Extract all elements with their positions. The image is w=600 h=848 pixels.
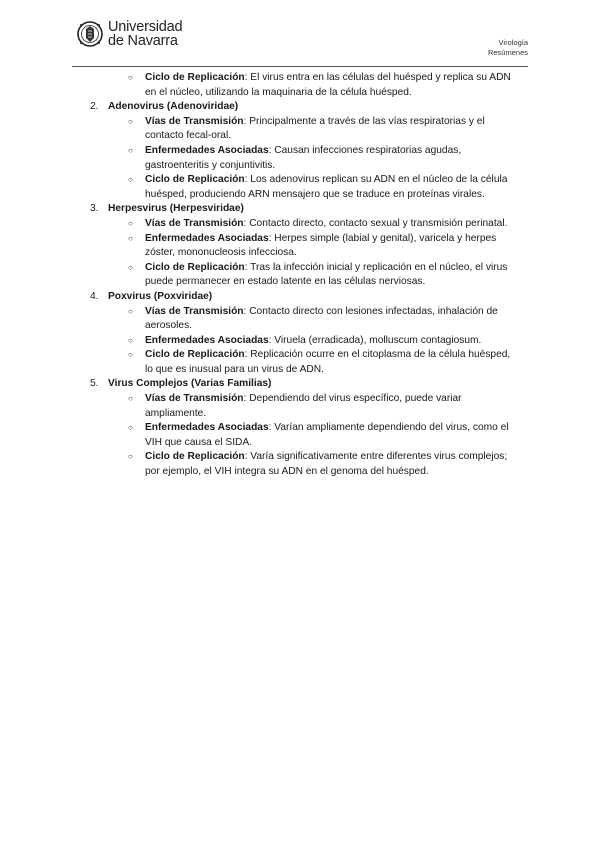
list-item	[0, 392, 600, 421]
hollow-bullet-icon: ○	[128, 175, 133, 185]
item-term: Ciclo de Replicación	[145, 451, 245, 463]
item-term: Ciclo de Replicación	[145, 261, 245, 273]
document-body	[0, 71, 600, 480]
list-item	[0, 261, 600, 290]
hollow-bullet-icon: ○	[128, 233, 133, 243]
item-text: : Varía significativamente entre diferentes virus complejos; por ejemplo, el VIH integra su ADN en el genoma del huésped.	[145, 451, 508, 478]
hollow-bullet-icon: ○	[128, 306, 133, 316]
item-text: : El virus entra en las células del huésped y replica su ADN en el núcleo, utilizando la maquinaria de la célula huésped.	[145, 72, 511, 98]
section-heading	[0, 290, 600, 305]
list-item	[0, 144, 600, 173]
hollow-bullet-icon: ○	[128, 145, 133, 155]
section-heading	[0, 202, 600, 217]
item-text: : Replicación ocurre en el citoplasma de la célula huésped, lo que es inusual para un virus de ADN.	[145, 349, 511, 375]
list-item	[0, 348, 600, 377]
list-item	[0, 217, 600, 232]
item-term: Enfermedades Asociadas	[145, 334, 269, 346]
item-term: Vías de Transmisión	[145, 393, 244, 405]
hollow-bullet-icon: ○	[128, 394, 133, 404]
item-text: : Contacto directo, contacto sexual y transmisión perinatal.	[243, 217, 508, 229]
hollow-bullet-icon: ○	[128, 116, 133, 126]
item-term: Vías de Transmisión	[145, 115, 244, 127]
section-title: Poxvirus (Poxviridae)	[108, 290, 213, 302]
header-section: Resúmenes	[487, 47, 528, 57]
item-term: Enfermedades Asociadas	[145, 232, 269, 244]
university-logo	[77, 17, 182, 51]
item-text: : Herpes simple (labial y genital), varicela y herpes zóster, mononucleosis infecciosa.	[145, 232, 497, 259]
university-seal-icon	[77, 17, 103, 51]
item-text: : Causan infecciones respiratorias agudas, gastroenteritis y conjuntivitis.	[145, 144, 462, 171]
hollow-bullet-icon: ○	[128, 423, 133, 433]
item-term: Vías de Transmisión	[145, 305, 244, 317]
list-item	[0, 71, 600, 100]
hollow-bullet-icon: ○	[128, 73, 133, 82]
item-text: : Viruela (erradicada), molluscum contagiosum.	[268, 334, 482, 346]
section-title: Virus Complejos (Varias Familias)	[108, 378, 272, 390]
list-item	[0, 232, 600, 261]
header-subject: Virología	[498, 38, 528, 47]
section-heading	[0, 100, 600, 115]
hollow-bullet-icon: ○	[128, 350, 133, 360]
header-divider	[72, 66, 528, 67]
list-item	[0, 450, 600, 479]
section-number: 5.	[90, 378, 99, 390]
section-title: Adenovirus (Adenoviridae)	[108, 101, 239, 113]
page-header	[0, 0, 600, 66]
section-title: Herpesvirus (Herpesviridae)	[108, 203, 244, 215]
hollow-bullet-icon: ○	[128, 452, 133, 462]
hollow-bullet-icon: ○	[128, 262, 133, 272]
section-number: 2.	[90, 101, 99, 113]
item-text: : Varían ampliamente dependiendo del virus, como el VIH que causa el SIDA.	[145, 422, 509, 448]
item-term: Ciclo de Replicación	[145, 174, 245, 186]
item-text: : Tras la infección inicial y replicación en el núcleo, el virus puede permanecer en estado latente en las células nerviosas.	[145, 261, 508, 288]
hollow-bullet-icon: ○	[128, 335, 133, 345]
item-text: : Dependiendo del virus específico, puede variar ampliamente.	[145, 393, 462, 419]
hollow-bullet-icon: ○	[128, 218, 133, 228]
list-item	[0, 305, 600, 334]
section-number: 4.	[90, 290, 99, 302]
item-term: Ciclo de Replicación	[145, 72, 245, 83]
list-item	[0, 334, 600, 349]
university-name-line2: de Navarra	[108, 33, 178, 49]
list-item	[0, 115, 600, 144]
list-item	[0, 173, 600, 202]
university-name-line1: Universidad	[108, 19, 183, 35]
item-text: : Contacto directo con lesiones infectadas, inhalación de aerosoles.	[145, 305, 498, 332]
item-term: Vías de Transmisión	[145, 217, 244, 229]
section-number: 3.	[90, 203, 99, 215]
list-item	[0, 421, 600, 450]
section-heading	[0, 377, 600, 392]
item-text: : Principalmente a través de las vías respiratorias y el contacto fecal-oral.	[145, 115, 485, 142]
item-term: Enfermedades Asociadas	[145, 144, 269, 156]
item-term: Enfermedades Asociadas	[145, 422, 269, 434]
item-text: : Los adenovirus replican su ADN en el núcleo de la célula huésped, produciendo ARN mensajero que se traduce en proteínas virales.	[145, 174, 508, 200]
item-term: Ciclo de Replicación	[145, 349, 245, 361]
